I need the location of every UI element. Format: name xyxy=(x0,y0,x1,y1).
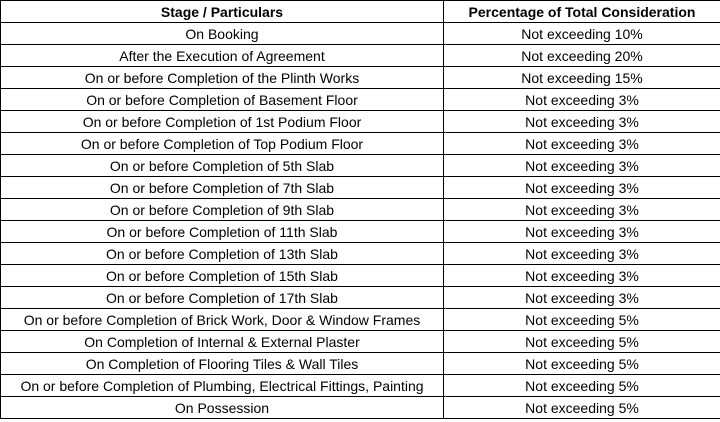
table-row xyxy=(1,375,720,397)
stage-cell: On or before Completion of 7th Slab xyxy=(1,177,444,199)
table-header-row xyxy=(1,1,720,23)
table-row xyxy=(1,265,720,287)
table-row xyxy=(1,287,720,309)
percentage-cell: Not exceeding 3% xyxy=(444,177,720,199)
stage-cell: On or before Completion of 13th Slab xyxy=(1,243,444,265)
table-row xyxy=(1,45,720,67)
stage-cell: On or before Completion of Basement Floor xyxy=(1,89,444,111)
percentage-cell: Not exceeding 3% xyxy=(444,111,720,133)
stage-cell: On or before Completion of Top Podium Floor xyxy=(1,133,444,155)
percentage-cell: Not exceeding 5% xyxy=(444,397,720,419)
table-row xyxy=(1,397,720,419)
table-row xyxy=(1,111,720,133)
percentage-cell: Not exceeding 3% xyxy=(444,243,720,265)
percentage-cell: Not exceeding 20% xyxy=(444,45,720,67)
percentage-cell: Not exceeding 10% xyxy=(444,23,720,45)
percentage-cell: Not exceeding 5% xyxy=(444,353,720,375)
stage-cell: On or before Completion of 11th Slab xyxy=(1,221,444,243)
stage-cell: On or before Completion of Plumbing, Electrical Fittings, Painting xyxy=(1,375,444,397)
table-row xyxy=(1,243,720,265)
stage-cell: On or before Completion of 5th Slab xyxy=(1,155,444,177)
column-header-stage: Stage / Particulars xyxy=(1,1,444,23)
percentage-cell: Not exceeding 3% xyxy=(444,155,720,177)
stage-cell: On or before Completion of 15th Slab xyxy=(1,265,444,287)
stage-cell: On or before Completion of 9th Slab xyxy=(1,199,444,221)
table-row xyxy=(1,331,720,353)
percentage-cell: Not exceeding 3% xyxy=(444,221,720,243)
percentage-cell: Not exceeding 5% xyxy=(444,375,720,397)
percentage-cell: Not exceeding 3% xyxy=(444,133,720,155)
percentage-cell: Not exceeding 3% xyxy=(444,287,720,309)
stage-cell: After the Execution of Agreement xyxy=(1,45,444,67)
stage-cell: On or before Completion of the Plinth Works xyxy=(1,67,444,89)
table-row xyxy=(1,23,720,45)
stage-cell: On or before Completion of 1st Podium Floor xyxy=(1,111,444,133)
table-row xyxy=(1,89,720,111)
table-row xyxy=(1,133,720,155)
percentage-cell: Not exceeding 5% xyxy=(444,331,720,353)
table-row xyxy=(1,353,720,375)
stage-cell: On Completion of Flooring Tiles & Wall Tiles xyxy=(1,353,444,375)
table-row xyxy=(1,155,720,177)
stage-cell: On Booking xyxy=(1,23,444,45)
stage-cell: On Possession xyxy=(1,397,444,419)
percentage-cell: Not exceeding 15% xyxy=(444,67,720,89)
percentage-cell: Not exceeding 3% xyxy=(444,199,720,221)
stage-cell: On or before Completion of 17th Slab xyxy=(1,287,444,309)
table-row xyxy=(1,67,720,89)
stage-cell: On or before Completion of Brick Work, Door & Window Frames xyxy=(1,309,444,331)
percentage-cell: Not exceeding 5% xyxy=(444,309,720,331)
table-row xyxy=(1,199,720,221)
percentage-cell: Not exceeding 3% xyxy=(444,89,720,111)
table-row xyxy=(1,309,720,331)
column-header-percentage: Percentage of Total Consideration xyxy=(444,1,720,23)
table-row xyxy=(1,221,720,243)
table-row xyxy=(1,177,720,199)
stage-cell: On Completion of Internal & External Plaster xyxy=(1,331,444,353)
percentage-cell: Not exceeding 3% xyxy=(444,265,720,287)
